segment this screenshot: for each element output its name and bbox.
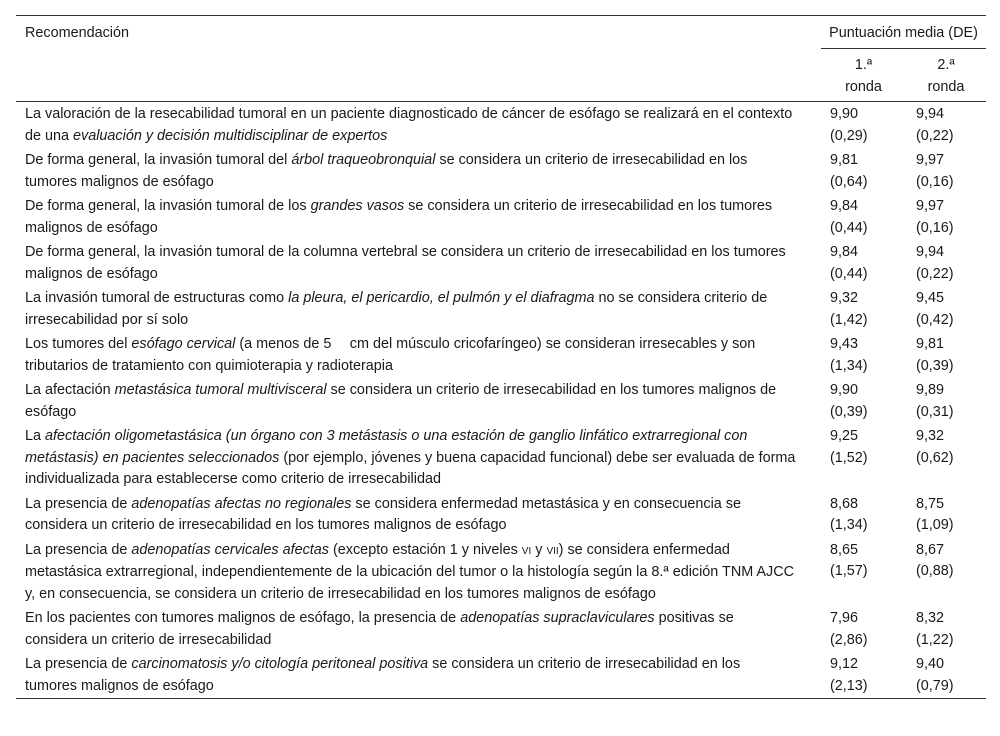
round-2-mean: 9,97 xyxy=(916,198,945,214)
header-row xyxy=(16,16,986,49)
table-row xyxy=(16,286,986,332)
text-segment: La valoración de la resecabilidad tumoral en un paciente diagnosticado de cáncer de esófago se realizará en el contexto de una xyxy=(25,106,793,144)
emphasis-text: carcinomatosis y/o citología peritoneal positiva xyxy=(131,656,429,672)
round-2-sd: (0,22) xyxy=(916,265,954,282)
round-2-score xyxy=(906,652,986,699)
round-1-sd: (1,34) xyxy=(830,357,868,374)
recommendations-table xyxy=(16,15,986,699)
table-row xyxy=(16,148,986,194)
round-2-sd: (0,62) xyxy=(916,449,954,466)
round-2-mean: 9,32 xyxy=(916,428,945,444)
round-1-label: ronda xyxy=(845,79,882,95)
round-2-mean: 9,40 xyxy=(916,656,945,672)
emphasis-text: adenopatías cervicales afectas xyxy=(131,541,329,558)
round-1-mean: 9,32 xyxy=(830,290,859,306)
text-segment: positivas se considera un criterio de irresecabilidad xyxy=(25,610,734,648)
round-2-mean: 9,81 xyxy=(916,336,945,352)
round-1-mean: 9,25 xyxy=(830,428,859,444)
recommendation-text xyxy=(16,606,821,652)
text-segment: y xyxy=(531,541,547,558)
round-2-mean: 9,45 xyxy=(916,290,945,306)
text-segment: En los pacientes con tumores malignos de esófago, la presencia de xyxy=(25,610,461,626)
emphasis-text: evaluación y decisión multidisciplinar de expertos xyxy=(73,127,388,144)
round-2-sd: (0,42) xyxy=(916,311,954,328)
table-row xyxy=(16,606,986,652)
round-2-sd: (1,22) xyxy=(916,631,954,648)
round-2-score xyxy=(906,492,986,538)
text-segment: La presencia de xyxy=(25,656,132,672)
round-2-mean: 8,67 xyxy=(916,541,945,558)
round-2-mean: 9,89 xyxy=(916,382,945,398)
round-2-score xyxy=(906,194,986,240)
recommendations-table-container xyxy=(16,15,986,699)
text-segment: VI xyxy=(521,545,532,557)
text-segment: La invasión tumoral de estructuras como xyxy=(25,290,289,306)
round-1-score xyxy=(821,194,906,240)
round-1-score xyxy=(821,424,906,492)
round-1-mean: 8,68 xyxy=(830,495,859,512)
header-round-1 xyxy=(821,49,906,102)
round-1-mean: 9,43 xyxy=(830,336,859,352)
round-2-score xyxy=(906,148,986,194)
round-2-score xyxy=(906,102,986,149)
recommendation-text xyxy=(16,652,821,699)
text-segment: (excepto estación 1 y niveles xyxy=(329,541,522,558)
round-1-score xyxy=(821,240,906,286)
round-1-score xyxy=(821,492,906,538)
round-2-sd: (0,16) xyxy=(916,173,954,190)
emphasis-text: la pleura, el pericardio, el pulmón y el diafragma xyxy=(288,290,595,306)
table-row xyxy=(16,240,986,286)
round-1-score xyxy=(821,652,906,699)
round-2-score xyxy=(906,378,986,424)
text-segment: De forma general, la invasión tumoral de los xyxy=(25,198,311,214)
emphasis-text: metastásica tumoral multivisceral xyxy=(114,382,327,398)
text-segment: Los tumores del xyxy=(25,336,132,352)
round-2-sd: (0,22) xyxy=(916,127,954,144)
round-2-sd: (1,09) xyxy=(916,517,954,533)
recommendation-text xyxy=(16,194,821,240)
emphasis-text: adenopatías afectas no regionales xyxy=(131,495,352,512)
round-1-score xyxy=(821,102,906,149)
round-1-mean: 9,84 xyxy=(830,244,859,260)
text-segment: no se considera criterio de irresecabilidad por sí solo xyxy=(25,290,768,328)
round-2-mean: 9,94 xyxy=(916,244,945,260)
header-round-2 xyxy=(906,49,986,102)
text-segment: De forma general, la invasión tumoral del xyxy=(25,152,292,168)
round-2-sd: (0,39) xyxy=(916,357,954,374)
round-1-sd: (2,13) xyxy=(830,677,868,694)
round-2-mean: 8,32 xyxy=(916,610,945,626)
text-segment: (por ejemplo, jóvenes y buena capacidad funcional) debe ser evaluada de forma individualizada para establecerse como criterio de irresecabilidad xyxy=(25,449,796,487)
header-recommendation: Recomendación xyxy=(16,16,821,102)
emphasis-text: afectación oligometastásica (un órgano con 3 metástasis o una estación de ganglio linfático extrarregional con metástasis) en pacientes seleccionados xyxy=(25,428,748,466)
table-row xyxy=(16,424,986,492)
table-row xyxy=(16,332,986,378)
round-2-mean: 9,97 xyxy=(916,152,945,168)
text-segment: se considera enfermedad metastásica y en consecuencia se considera un criterio de irresecabilidad en los tumores malignos de esófago xyxy=(25,495,742,533)
round-2-score xyxy=(906,538,986,607)
text-segment: La xyxy=(25,428,46,444)
recommendation-text xyxy=(16,378,821,424)
round-2-sd: (0,79) xyxy=(916,677,954,694)
round-1-ordinal: 1.ª xyxy=(854,57,873,73)
round-2-sd: (0,31) xyxy=(916,403,954,420)
recommendation-text xyxy=(16,148,821,194)
table-row xyxy=(16,492,986,538)
round-1-score xyxy=(821,332,906,378)
round-2-mean: 9,94 xyxy=(916,106,945,122)
text-segment: De forma general, la invasión tumoral de la columna vertebral se considera un criterio de irresecabilidad en los tumores malignos de esófago xyxy=(25,244,786,282)
round-1-mean: 8,65 xyxy=(830,541,859,558)
round-1-score xyxy=(821,148,906,194)
round-1-score xyxy=(821,606,906,652)
recommendation-text xyxy=(16,492,821,538)
text-segment: se considera un criterio de irresecabilidad en los tumores malignos de esófago xyxy=(25,382,777,420)
table-row xyxy=(16,652,986,699)
round-2-label: ronda xyxy=(927,79,965,95)
round-2-score xyxy=(906,606,986,652)
round-1-sd: (0,44) xyxy=(830,265,868,282)
text-segment: La presencia de xyxy=(25,495,132,512)
round-1-sd: (1,34) xyxy=(830,517,868,533)
round-1-mean: 9,90 xyxy=(830,382,859,398)
round-1-sd: (1,52) xyxy=(830,449,868,466)
recommendation-text xyxy=(16,102,821,149)
round-2-mean: 8,75 xyxy=(916,495,945,512)
round-1-sd: (0,39) xyxy=(830,403,868,420)
round-1-mean: 9,12 xyxy=(830,656,859,672)
recommendation-text xyxy=(16,286,821,332)
round-1-sd: (1,57) xyxy=(830,563,868,579)
emphasis-text: esófago cervical xyxy=(131,336,236,352)
round-2-score xyxy=(906,424,986,492)
recommendation-text xyxy=(16,538,821,607)
table-body xyxy=(16,102,986,699)
text-segment: VII xyxy=(546,545,559,557)
text-segment: La presencia de xyxy=(25,541,132,558)
table-row xyxy=(16,538,986,607)
round-2-sd: (0,16) xyxy=(916,219,954,236)
round-1-sd: (1,42) xyxy=(830,311,868,328)
round-1-mean: 7,96 xyxy=(830,610,859,626)
round-1-sd: (2,86) xyxy=(830,631,868,648)
table-row xyxy=(16,194,986,240)
table-row xyxy=(16,102,986,149)
table-row xyxy=(16,378,986,424)
round-2-ordinal: 2.ª xyxy=(937,57,955,73)
text-segment: La afectación xyxy=(25,382,115,398)
header-mean-score: Puntuación media (DE) xyxy=(821,16,986,49)
emphasis-text: grandes vasos xyxy=(310,198,405,214)
round-1-score xyxy=(821,378,906,424)
round-1-score xyxy=(821,538,906,607)
round-1-mean: 9,81 xyxy=(830,152,859,168)
text-segment: se considera un criterio de irresecabilidad en los tumores malignos de esófago xyxy=(25,198,773,236)
round-1-mean: 9,84 xyxy=(830,198,859,214)
text-segment: se considera un criterio de irresecabilidad en los tumores malignos de esófago xyxy=(25,656,741,694)
text-segment: ) se considera enfermedad metastásica extrarregional, independientemente de la ubicación del tumor o la histología según la 8.ª edición TNM AJCC y, en consecuencia, se considera un criterio de irresecabilidad en los tumores malignos de esófago xyxy=(25,541,794,602)
recommendation-text xyxy=(16,240,821,286)
emphasis-text: árbol traqueobronquial xyxy=(291,152,436,168)
round-2-sd: (0,88) xyxy=(916,563,954,579)
recommendation-text xyxy=(16,332,821,378)
emphasis-text: adenopatías supraclaviculares xyxy=(460,610,655,626)
round-2-score xyxy=(906,240,986,286)
round-2-score xyxy=(906,332,986,378)
round-1-score xyxy=(821,286,906,332)
round-2-score xyxy=(906,286,986,332)
text-segment: se considera un criterio de irresecabilidad en los tumores malignos de esófago xyxy=(25,152,748,190)
round-1-sd: (0,44) xyxy=(830,219,868,236)
recommendation-text xyxy=(16,424,821,492)
round-1-sd: (0,29) xyxy=(830,127,868,144)
round-1-sd: (0,64) xyxy=(830,173,868,190)
round-1-mean: 9,90 xyxy=(830,106,859,122)
text-segment: (a menos de 5 cm del músculo cricofaríngeo) se consideran irresecables y son tributarios de tratamiento con quimioterapia y radioterapia xyxy=(25,336,756,374)
